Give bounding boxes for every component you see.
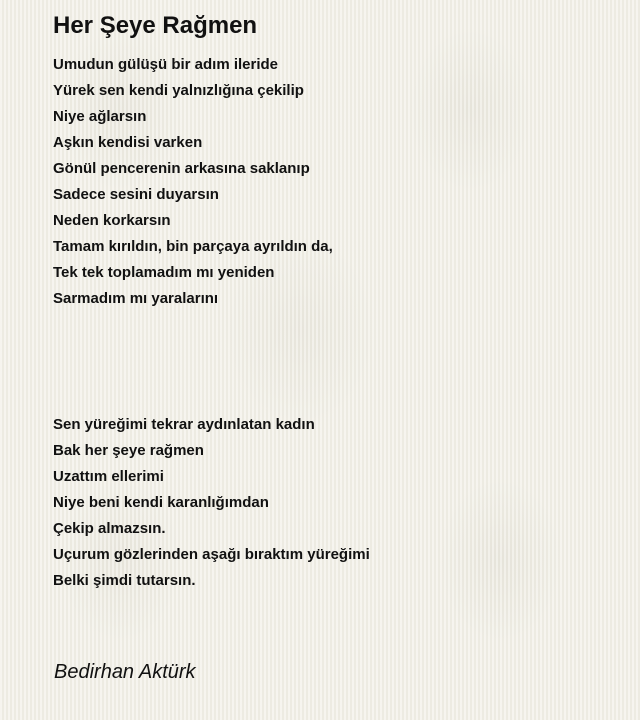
poem-line: Umudun gülüşü bir adım ileride [53, 56, 279, 73]
poem-line: Aşkın kendisi varken [53, 134, 203, 151]
poem-line: Uzattım ellerimi [53, 468, 164, 485]
poem-author: Bedirhan Aktürk [54, 661, 196, 683]
poem-line: Sen yüreğimi tekrar aydınlatan kadın [53, 416, 315, 433]
poem-line: Niye ağlarsın [53, 108, 147, 125]
stanza-2 [53, 412, 370, 594]
poem-line: Neden korkarsın [53, 212, 171, 229]
poem-line: Uçurum gözlerinden aşağı bıraktım yüreğimi [53, 546, 370, 563]
poem-line: Çekip almazsın. [53, 520, 166, 537]
poem-line: Sarmadım mı yaralarını [53, 290, 219, 307]
poem-line: Yürek sen kendi yalnızlığına çekilip [53, 82, 304, 99]
poem-line: Gönül pencerenin arkasına saklanıp [53, 160, 310, 177]
poem-line: Sadece sesini duyarsın [53, 186, 219, 203]
poem-line: Tek tek toplamadım mı yeniden [53, 264, 275, 281]
poem-line: Niye beni kendi karanlığımdan [53, 494, 269, 511]
poem-line: Bak her şeye rağmen [53, 442, 204, 459]
poem-title: Her Şeye Rağmen [53, 12, 258, 39]
poem-line: Tamam kırıldın, bin parçaya ayrıldın da, [53, 238, 333, 255]
poem-line: Belki şimdi tutarsın. [53, 572, 196, 589]
stanza-1 [53, 52, 333, 312]
